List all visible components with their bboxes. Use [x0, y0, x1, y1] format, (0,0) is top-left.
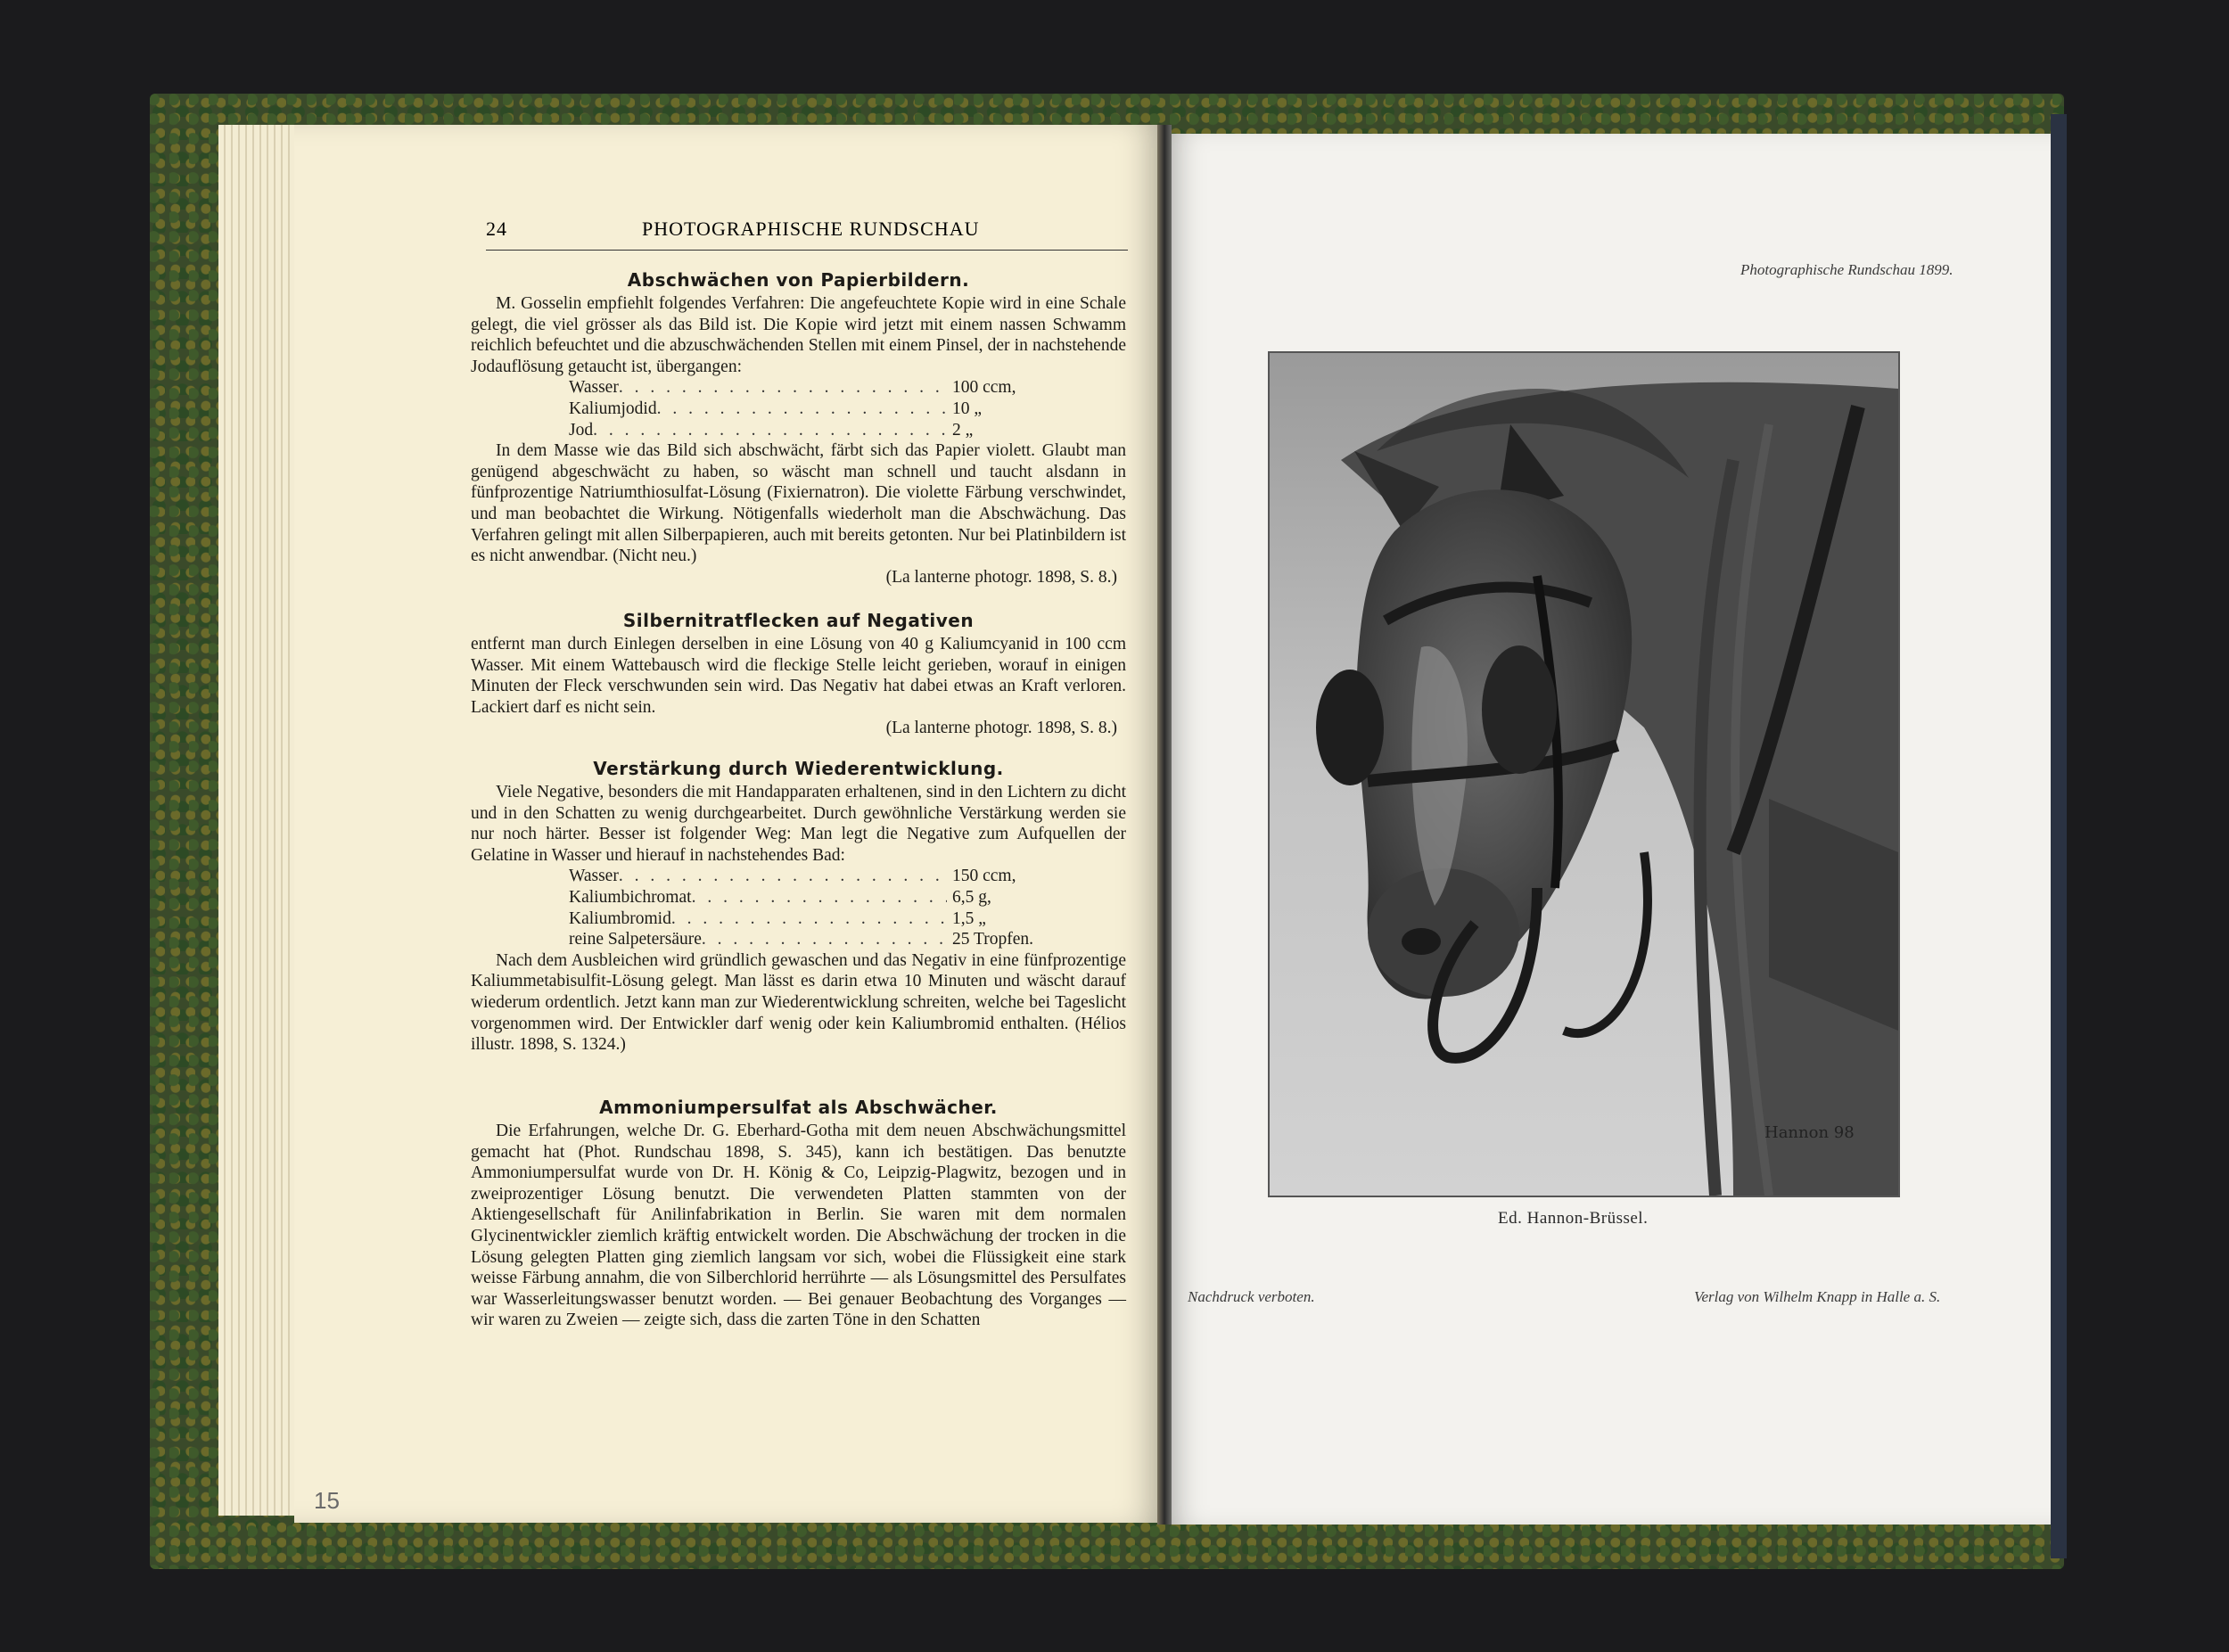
recipe-list	[569, 866, 1050, 949]
recipe-row	[569, 866, 1050, 887]
amount: 100 ccm,	[952, 378, 1016, 398]
pencil-margin-note: 15	[314, 1487, 340, 1514]
amount: 10 „	[952, 399, 983, 418]
ingredient: Kaliumbichromat	[569, 887, 692, 907]
amount: 6,5 g,	[952, 887, 991, 907]
ingredient: Kaliumbromid	[569, 908, 671, 928]
paragraph: Viele Negative, besonders die mit Handapparaten erhaltenen, sind in den Lichtern zu dicht und in den Schatten zu wenig durchgearbeitet. Durch gewöhnliche Verstärkung werden sie nur noch härter. Besser ist folgender Weg: Man legt die Negative zum Aufquellen der Gelatine in Wasser und hierauf in nachstehendes Bad:	[471, 783, 1126, 865]
paragraph: Nach dem Ausbleichen wird gründlich gewaschen und das Negativ in eine fünfprozentige Kaliummetabisulfit-Lösung gelegt. Man lässt es darin etwa 10 Minuten und wäscht darauf wiederum ordentlich. Jetzt kann man zur Wiederentwicklung schreiten, welche bei Tageslicht vorgenommen wird. Der Entwickler darf wenig oder kein Kaliumbromid enthalten. (Hélios illustr. 1898, S. 1324.)	[471, 950, 1126, 1055]
paragraph: In dem Masse wie das Bild sich abschwächt, färbt sich das Papier violett. Glaubt man genügend abgeschwächt zu haben, so wäscht man schnell und taucht alsdann in fünfprozentige Natriumthiosulfat-Lösung (Fixiernatron). Die violette Färbung verschwindet, und man beobachtet die Wirkung. Nötigenfalls wiederholt man die Abschwächung. Das Verfahren gelingt mit allen Silberpapieren, auch mit bereits getonten. Nur bei Platinbildern ist es nicht anwendbar. (Nicht neu.)	[471, 441, 1126, 566]
ingredient: Kaliumjodid	[569, 399, 657, 418]
section-heading: Verstärkung durch Wiederentwicklung.	[593, 758, 1004, 779]
amount: 1,5 „	[952, 908, 986, 928]
footer-left: Nachdruck verboten.	[1188, 1288, 1315, 1305]
recipe-list	[569, 377, 1050, 440]
section-2	[471, 610, 1126, 739]
plate-header: Photographische Rundschau 1899.	[1740, 261, 1953, 278]
citation: (La lanterne photogr. 1898, S. 8.)	[885, 719, 1117, 738]
running-title: PHOTOGRAPHISCHE RUNDSCHAU	[642, 218, 980, 240]
ingredient: reine Salpetersäure	[569, 930, 702, 949]
amount: 25 Tropfen.	[952, 930, 1034, 949]
section-heading: Ammoniumpersulfat als Abschwächer.	[599, 1097, 998, 1118]
section-heading: Silbernitratflecken auf Negativen	[622, 610, 975, 631]
recipe-row	[569, 377, 1050, 399]
paragraph: entfernt man durch Einlegen derselben in eine Lösung von 40 g Kaliumcyanid in 100 ccm Wasser. Mit einem Wattebausch wird die fleckige Stelle leicht gerieben, worauf in einigen Minuten der Fleck verschwunden sein wird. Das Negativ hat dabei etwas an Kraft verloren. Lackiert darf es nicht sein.	[471, 635, 1126, 717]
recipe-row	[569, 929, 1050, 950]
recipe-row	[569, 420, 1050, 441]
ingredient: Wasser	[569, 378, 619, 398]
amount: 2 „	[952, 420, 974, 440]
recipe-row	[569, 887, 1050, 908]
paragraph: Die Erfahrungen, welche Dr. G. Eberhard-Gotha mit dem neuen Abschwächungsmittel gemacht hat (Phot. Rundschau 1898, S. 345), kann ich bestätigen. Das benutzte Ammoniumpersulfat wurde von Dr. H. König & Co, Leipzig-Plagwitz, bezogen und in zweiprozentiger Lösung benutzt. Die verwendeten Platten stammten von der Aktiengesellschaft für Anilinfabrikation in Berlin. Sie waren mit dem normalen Glycinentwickler ziemlich kräftig entwickelt worden. Die Abschwächung der trocken in die Lösung gelegten Platten ging ziemlich langsam vor sich, wobei die Flüssigkeit eine stark weisse Färbung annahm, die von Silberchlorid herrührte — als Lösungsmittel des Persulfates war Wasserleitungswasser benutzt worden. — Bei genauer Beobachtung des Vorganges — wir waren zu Zweien — zeigte sich, dass die zarten Töne in den Schatten	[471, 1122, 1126, 1330]
section-1	[471, 269, 1126, 588]
ingredient: Wasser	[569, 867, 619, 886]
photo-caption: Ed. Hannon-Brüssel.	[1498, 1209, 1649, 1228]
section-3	[471, 758, 1126, 1056]
recipe-row	[569, 908, 1050, 930]
paragraph: M. Gosselin empfiehlt folgendes Verfahren: Die angefeuchtete Kopie wird in eine Schale gelegt, die viel grösser als das Bild ist. Die Kopie wird jetzt mit einem nassen Schwamm reichlich befeuchtet und die abzuschwächenden Stellen mit einem Pinsel, der in nachstehende Jodauflösung getaucht ist, übergangen:	[471, 294, 1126, 376]
horse-head-image	[1270, 353, 1898, 1196]
section-4	[471, 1097, 1126, 1331]
ingredient: Jod	[569, 420, 594, 440]
running-head	[486, 218, 1128, 251]
amount: 150 ccm,	[952, 867, 1016, 886]
photographer-signature: Hannon 98	[1764, 1123, 1855, 1142]
citation: (La lanterne photogr. 1898, S. 8.)	[885, 567, 1117, 587]
footer-right: Verlag von Wilhelm Knapp in Halle a. S.	[1694, 1288, 1941, 1305]
cover-edge	[2051, 114, 2067, 1558]
horse-photograph	[1268, 351, 1900, 1197]
page-number: 24	[486, 218, 507, 240]
section-heading: Abschwächen von Papierbildern.	[627, 269, 970, 291]
recipe-row	[569, 399, 1050, 420]
book-gutter	[1157, 125, 1172, 1525]
